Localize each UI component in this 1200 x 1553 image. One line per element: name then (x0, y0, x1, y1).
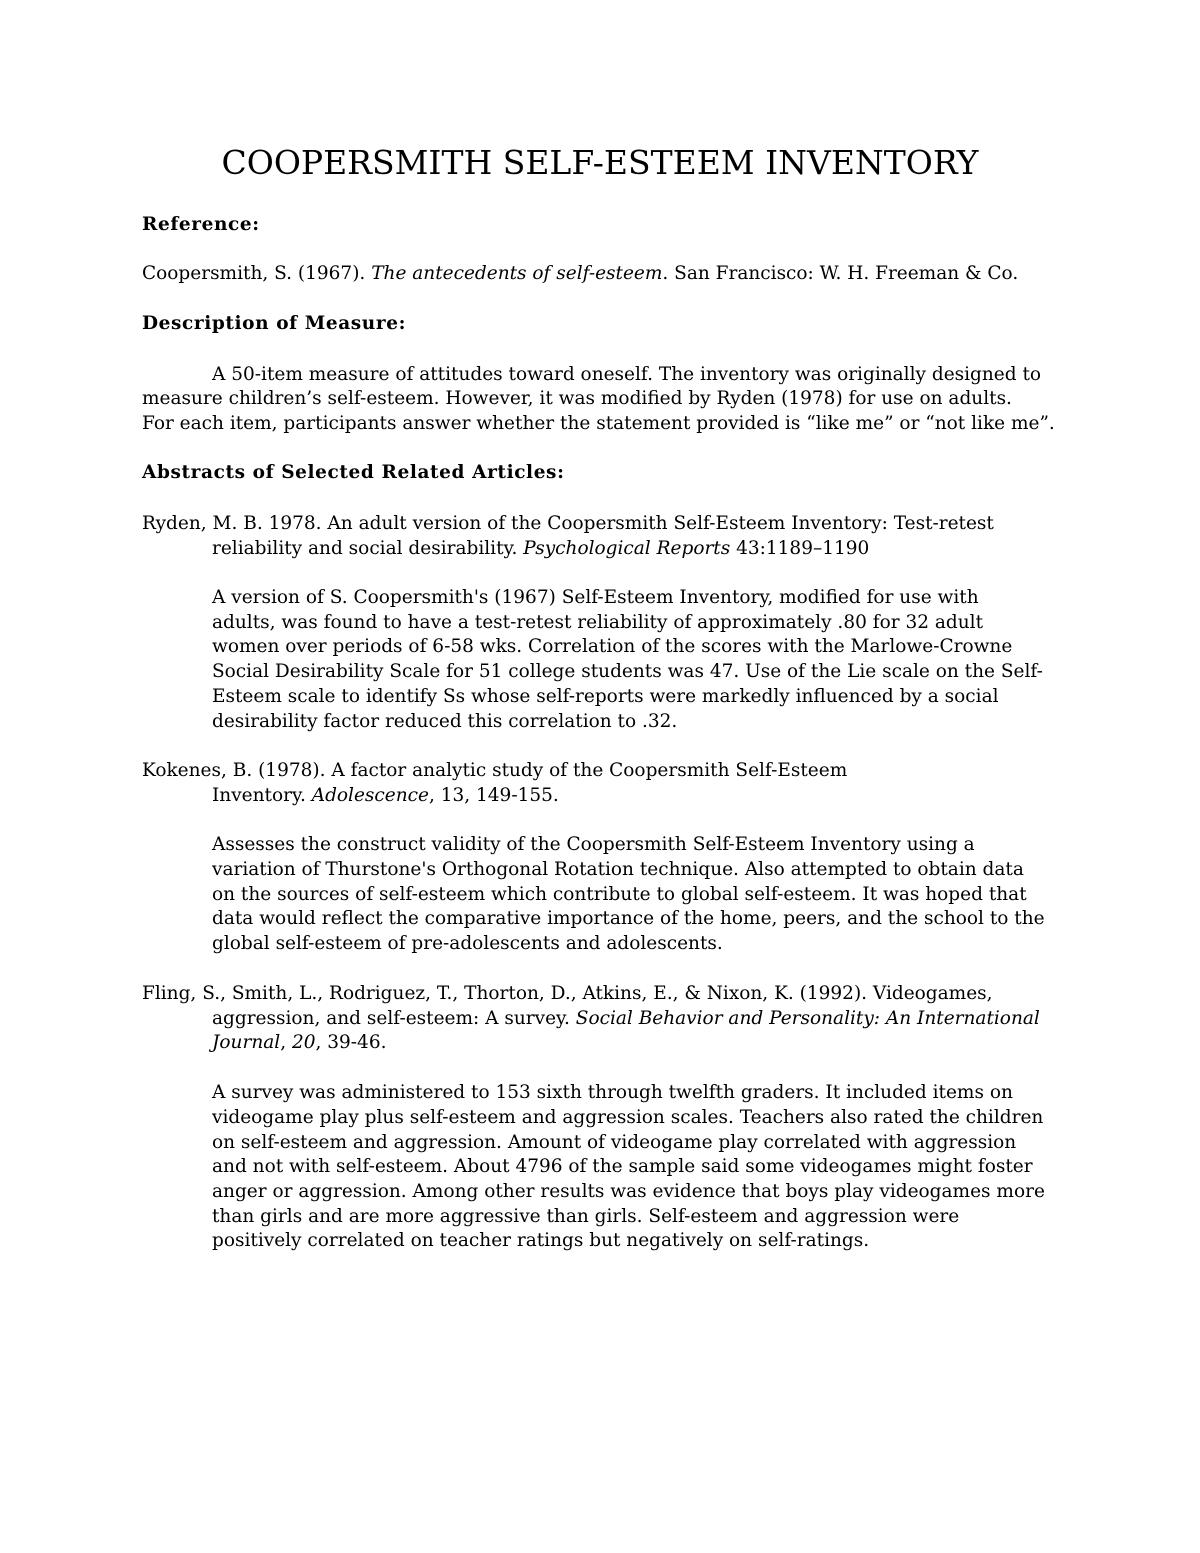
fling-abstract-line: on self-esteem and aggression. Amount of videogame play correlated with aggression (212, 1132, 1017, 1153)
ryden-cite-text: reliability and social desirability. (212, 538, 524, 559)
fling-abstract-line: anger or aggression. Among other results was evidence that boys play videogames more (212, 1181, 1045, 1202)
ryden-abstract-line: desirability factor reduced this correlation to .32. (212, 711, 678, 732)
fling-cite-pages: , 39-46. (315, 1032, 387, 1053)
page-title: COOPERSMITH SELF-ESTEEM INVENTORY (221, 143, 979, 182)
fling-citation-line (212, 1032, 386, 1053)
reference-heading: Reference: (142, 214, 260, 235)
ryden-abstract-line: women over periods of 6-58 wks. Correlation of the scores with the Marlowe-Crowne (212, 636, 1013, 657)
description-line: For each item, participants answer whether the statement provided is “like me” or “not like me”. (142, 413, 1055, 434)
fling-citation-line: Fling, S., Smith, L., Rodriguez, T., Thorton, D., Atkins, E., & Nixon, K. (1992). Videogames, (142, 983, 993, 1004)
abstracts-heading: Abstracts of Selected Related Articles: (142, 462, 565, 483)
reference-text-after: . San Francisco: W. H. Freeman & Co. (662, 263, 1019, 284)
reference-citation (142, 263, 1018, 284)
kokenes-citation-line (212, 785, 559, 806)
fling-cite-text: aggression, and self-esteem: A survey. (212, 1008, 576, 1029)
reference-book-title: The antecedents of self-esteem (371, 263, 663, 284)
ryden-abstract-line: A version of S. Coopersmith's (1967) Self-Esteem Inventory, modified for use with (212, 587, 979, 608)
ryden-cite-pages: 43:1189–1190 (730, 538, 870, 559)
kokenes-abstract-line: on the sources of self-esteem which contribute to global self-esteem. It was hoped that (212, 884, 1027, 905)
kokenes-abstract-line: Assesses the construct validity of the Coopersmith Self-Esteem Inventory using a (212, 834, 975, 855)
description-line: measure children’s self-esteem. However, it was modified by Ryden (1978) for use on adults. (142, 388, 1012, 409)
reference-text-before: Coopersmith, S. (1967). (142, 263, 372, 284)
ryden-abstract-line: adults, was found to have a test-retest reliability of approximately .80 for 32 adult (212, 612, 984, 633)
description-line: A 50-item measure of attitudes toward oneself. The inventory was originally designed to (212, 364, 1042, 385)
fling-abstract-line: videogame play plus self-esteem and aggression scales. Teachers also rated the children (212, 1107, 1044, 1128)
fling-journal: Social Behavior and Personality: An International (575, 1008, 1040, 1029)
fling-abstract-line: and not with self-esteem. About 4796 of the sample said some videogames might foster (212, 1156, 1033, 1177)
fling-citation-line (212, 1008, 1040, 1029)
kokenes-citation-line: Kokenes, B. (1978). A factor analytic study of the Coopersmith Self-Esteem (142, 760, 848, 781)
kokenes-abstract-line: variation of Thurstone's Orthogonal Rotation technique. Also attempted to obtain data (212, 859, 1024, 880)
ryden-abstract-line: Esteem scale to identify Ss whose self-reports were markedly influenced by a social (212, 686, 999, 707)
fling-journal-end: Journal (212, 1032, 281, 1053)
ryden-abstract-line: Social Desirability Scale for 51 college students was 47. Use of the Lie scale on the Self- (212, 661, 1043, 682)
fling-cite-sep: , (280, 1032, 292, 1053)
ryden-citation-line (212, 538, 869, 559)
description-heading: Description of Measure: (142, 313, 406, 334)
kokenes-abstract-line: data would reflect the comparative importance of the home, peers, and the school to the (212, 908, 1045, 929)
kokenes-cite-text: Inventory. (212, 785, 312, 806)
fling-abstract-line: than girls and are more aggressive than girls. Self-esteem and aggression were (212, 1206, 960, 1227)
fling-volume: 20 (291, 1032, 316, 1053)
fling-abstract-line: positively correlated on teacher ratings but negatively on self-ratings. (212, 1230, 870, 1251)
kokenes-journal: Adolescence (311, 785, 429, 806)
kokenes-cite-pages: , 13, 149-155. (428, 785, 559, 806)
fling-abstract-line: A survey was administered to 153 sixth through twelfth graders. It included items on (212, 1082, 1013, 1103)
ryden-journal: Psychological Reports (523, 538, 731, 559)
ryden-citation-line: Ryden, M. B. 1978. An adult version of the Coopersmith Self-Esteem Inventory: Test-retest (142, 513, 994, 534)
kokenes-abstract-line: global self-esteem of pre-adolescents and adolescents. (212, 933, 723, 954)
